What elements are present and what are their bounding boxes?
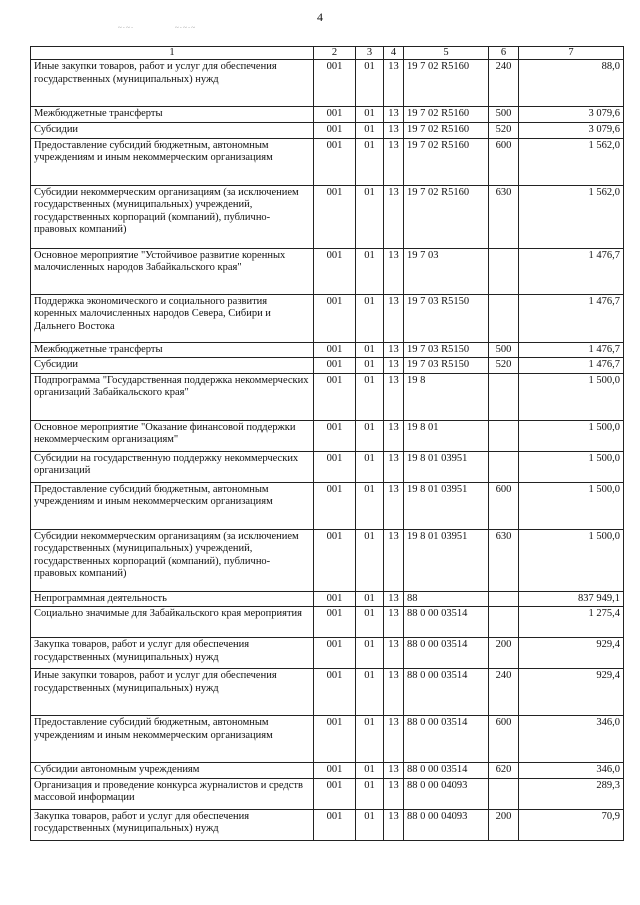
cell-target-article: 88 0 00 03514 <box>404 669 489 716</box>
table-row <box>31 451 624 482</box>
cell-section: 01 <box>356 778 384 809</box>
cell-subsection: 13 <box>384 669 404 716</box>
cell-name: Закупка товаров, работ и услуг для обеспечения государственных (муниципальных) нужд <box>31 638 314 669</box>
cell-target-article: 19 7 03 <box>404 248 489 294</box>
cell-admin-code: 001 <box>314 358 356 374</box>
table-row <box>31 138 624 185</box>
cell-expense-type: 630 <box>489 529 519 591</box>
cell-subsection: 13 <box>384 451 404 482</box>
column-header: 7 <box>519 47 624 60</box>
cell-target-article: 88 0 00 03514 <box>404 638 489 669</box>
cell-section: 01 <box>356 138 384 185</box>
cell-expense-type: 240 <box>489 60 519 107</box>
cell-expense-type: 240 <box>489 669 519 716</box>
cell-section: 01 <box>356 638 384 669</box>
cell-amount: 837 949,1 <box>519 591 624 607</box>
cell-amount: 70,9 <box>519 809 624 840</box>
cell-name: Социально значимые для Забайкальского края мероприятия <box>31 607 314 638</box>
cell-name: Субсидии <box>31 123 314 139</box>
cell-expense-type: 600 <box>489 138 519 185</box>
table-row <box>31 529 624 591</box>
cell-amount: 929,4 <box>519 638 624 669</box>
cell-admin-code: 001 <box>314 123 356 139</box>
cell-name: Организация и проведение конкурса журналистов и средств массовой информации <box>31 778 314 809</box>
cell-subsection: 13 <box>384 638 404 669</box>
cell-name: Предоставление субсидий бюджетным, автономным учреждениям и иным некоммерческим организациям <box>31 716 314 763</box>
cell-expense-type: 200 <box>489 809 519 840</box>
cell-subsection: 13 <box>384 778 404 809</box>
cell-expense-type: 500 <box>489 107 519 123</box>
cell-expense-type <box>489 248 519 294</box>
column-header: 2 <box>314 47 356 60</box>
cell-admin-code: 001 <box>314 607 356 638</box>
cell-name: Непрограммная деятельность <box>31 591 314 607</box>
cell-subsection: 13 <box>384 60 404 107</box>
cell-target-article: 88 0 00 04093 <box>404 778 489 809</box>
cell-name: Субсидии на государственную поддержку некоммерческих организаций <box>31 451 314 482</box>
cell-amount: 1 476,7 <box>519 358 624 374</box>
table-row <box>31 60 624 107</box>
cell-section: 01 <box>356 294 384 342</box>
table-row <box>31 248 624 294</box>
cell-name: Предоставление субсидий бюджетным, автономным учреждениям и иным некоммерческим организациям <box>31 138 314 185</box>
cell-expense-type: 620 <box>489 763 519 779</box>
cell-amount: 1 476,7 <box>519 248 624 294</box>
cell-target-article: 19 8 01 <box>404 420 489 451</box>
cell-expense-type: 200 <box>489 638 519 669</box>
table-row <box>31 607 624 638</box>
cell-target-article: 19 8 01 03951 <box>404 451 489 482</box>
cell-section: 01 <box>356 591 384 607</box>
cell-name: Межбюджетные трансферты <box>31 107 314 123</box>
cell-name: Основное мероприятие "Оказание финансовой поддержки некоммерческим организациям" <box>31 420 314 451</box>
cell-amount: 1 500,0 <box>519 451 624 482</box>
cell-admin-code: 001 <box>314 107 356 123</box>
cell-amount: 3 079,6 <box>519 107 624 123</box>
cell-expense-type: 600 <box>489 716 519 763</box>
cell-subsection: 13 <box>384 607 404 638</box>
cell-name: Закупка товаров, работ и услуг для обеспечения государственных (муниципальных) нужд <box>31 809 314 840</box>
cell-subsection: 13 <box>384 716 404 763</box>
cell-admin-code: 001 <box>314 529 356 591</box>
column-number-row <box>31 47 624 60</box>
column-header: 3 <box>356 47 384 60</box>
cell-subsection: 13 <box>384 809 404 840</box>
cell-subsection: 13 <box>384 763 404 779</box>
cell-admin-code: 001 <box>314 482 356 529</box>
cell-admin-code: 001 <box>314 185 356 248</box>
table-row <box>31 482 624 529</box>
column-header: 1 <box>31 47 314 60</box>
cell-admin-code: 001 <box>314 591 356 607</box>
cell-amount: 929,4 <box>519 669 624 716</box>
table-row <box>31 294 624 342</box>
cell-target-article: 19 8 <box>404 373 489 420</box>
cell-subsection: 13 <box>384 420 404 451</box>
cell-amount: 1 275,4 <box>519 607 624 638</box>
table-row <box>31 591 624 607</box>
cell-section: 01 <box>356 123 384 139</box>
cell-amount: 289,3 <box>519 778 624 809</box>
cell-target-article: 19 7 02 R5160 <box>404 107 489 123</box>
cell-section: 01 <box>356 763 384 779</box>
cell-expense-type: 630 <box>489 185 519 248</box>
cell-section: 01 <box>356 60 384 107</box>
table-row <box>31 342 624 358</box>
cell-section: 01 <box>356 529 384 591</box>
page-number: 4 <box>317 10 323 24</box>
cell-expense-type <box>489 420 519 451</box>
table-row <box>31 778 624 809</box>
cell-target-article: 88 0 00 03514 <box>404 763 489 779</box>
cell-amount: 1 500,0 <box>519 373 624 420</box>
cell-admin-code: 001 <box>314 342 356 358</box>
cell-admin-code: 001 <box>314 248 356 294</box>
cell-amount: 1 562,0 <box>519 185 624 248</box>
cell-subsection: 13 <box>384 123 404 139</box>
cell-section: 01 <box>356 248 384 294</box>
cell-admin-code: 001 <box>314 373 356 420</box>
cell-name: Основное мероприятие "Устойчивое развитие коренных малочисленных народов Забайкальского края" <box>31 248 314 294</box>
cell-amount: 346,0 <box>519 716 624 763</box>
cell-subsection: 13 <box>384 248 404 294</box>
table-row <box>31 763 624 779</box>
cell-name: Иные закупки товаров, работ и услуг для обеспечения государственных (муниципальных) нужд <box>31 669 314 716</box>
cell-expense-type <box>489 591 519 607</box>
cell-admin-code: 001 <box>314 809 356 840</box>
cell-amount: 1 562,0 <box>519 138 624 185</box>
scan-artifact: ~·~· <box>118 24 135 32</box>
cell-amount: 1 500,0 <box>519 420 624 451</box>
cell-admin-code: 001 <box>314 138 356 185</box>
cell-subsection: 13 <box>384 294 404 342</box>
cell-target-article: 19 8 01 03951 <box>404 529 489 591</box>
cell-section: 01 <box>356 716 384 763</box>
cell-section: 01 <box>356 107 384 123</box>
cell-expense-type: 600 <box>489 482 519 529</box>
cell-amount: 1 476,7 <box>519 294 624 342</box>
cell-name: Предоставление субсидий бюджетным, автономным учреждениям и иным некоммерческим организациям <box>31 482 314 529</box>
cell-amount: 88,0 <box>519 60 624 107</box>
cell-subsection: 13 <box>384 185 404 248</box>
table-row <box>31 185 624 248</box>
cell-target-article: 19 7 03 R5150 <box>404 294 489 342</box>
table-row <box>31 358 624 374</box>
cell-target-article: 19 7 02 R5160 <box>404 185 489 248</box>
cell-target-article: 88 0 00 04093 <box>404 809 489 840</box>
cell-section: 01 <box>356 342 384 358</box>
table-row <box>31 638 624 669</box>
cell-admin-code: 001 <box>314 638 356 669</box>
cell-name: Поддержка экономического и социального развития коренных малочисленных народов Севера, Сибири и Дальнего Востока <box>31 294 314 342</box>
cell-admin-code: 001 <box>314 294 356 342</box>
cell-section: 01 <box>356 358 384 374</box>
cell-subsection: 13 <box>384 358 404 374</box>
cell-target-article: 19 7 02 R5160 <box>404 138 489 185</box>
cell-target-article: 19 7 02 R5160 <box>404 123 489 139</box>
budget-table <box>30 46 624 841</box>
cell-expense-type <box>489 294 519 342</box>
cell-target-article: 88 <box>404 591 489 607</box>
cell-admin-code: 001 <box>314 778 356 809</box>
cell-name: Субсидии некоммерческим организациям (за исключением государственных (муниципальных) учреждений, государственных корпораций (компаний), публично-правовых компаний) <box>31 185 314 248</box>
cell-target-article: 88 0 00 03514 <box>404 607 489 638</box>
cell-name: Субсидии автономным учреждениям <box>31 763 314 779</box>
cell-section: 01 <box>356 420 384 451</box>
cell-admin-code: 001 <box>314 716 356 763</box>
cell-section: 01 <box>356 669 384 716</box>
table-row <box>31 716 624 763</box>
cell-amount: 1 500,0 <box>519 482 624 529</box>
cell-admin-code: 001 <box>314 420 356 451</box>
cell-admin-code: 001 <box>314 763 356 779</box>
cell-subsection: 13 <box>384 529 404 591</box>
cell-expense-type <box>489 778 519 809</box>
cell-amount: 346,0 <box>519 763 624 779</box>
cell-target-article: 19 8 01 03951 <box>404 482 489 529</box>
cell-amount: 3 079,6 <box>519 123 624 139</box>
column-header: 4 <box>384 47 404 60</box>
cell-admin-code: 001 <box>314 669 356 716</box>
table-row <box>31 123 624 139</box>
cell-name: Субсидии некоммерческим организациям (за исключением государственных (муниципальных) учреждений, государственных корпораций (компаний), публично-правовых компаний) <box>31 529 314 591</box>
cell-name: Субсидии <box>31 358 314 374</box>
table-row <box>31 373 624 420</box>
cell-name: Подпрограмма "Государственная поддержка некоммерческих организаций Забайкальского края" <box>31 373 314 420</box>
cell-section: 01 <box>356 373 384 420</box>
cell-section: 01 <box>356 809 384 840</box>
cell-admin-code: 001 <box>314 60 356 107</box>
cell-section: 01 <box>356 607 384 638</box>
cell-expense-type <box>489 451 519 482</box>
cell-expense-type: 500 <box>489 342 519 358</box>
cell-name: Межбюджетные трансферты <box>31 342 314 358</box>
cell-expense-type: 520 <box>489 358 519 374</box>
cell-amount: 1 500,0 <box>519 529 624 591</box>
column-header: 5 <box>404 47 489 60</box>
cell-subsection: 13 <box>384 591 404 607</box>
cell-expense-type <box>489 607 519 638</box>
cell-section: 01 <box>356 185 384 248</box>
cell-section: 01 <box>356 451 384 482</box>
cell-section: 01 <box>356 482 384 529</box>
cell-subsection: 13 <box>384 107 404 123</box>
cell-subsection: 13 <box>384 342 404 358</box>
cell-subsection: 13 <box>384 138 404 185</box>
table-row <box>31 420 624 451</box>
cell-target-article: 19 7 02 R5160 <box>404 60 489 107</box>
column-header: 6 <box>489 47 519 60</box>
table-row <box>31 669 624 716</box>
scan-artifact: ~·~·~ <box>175 24 197 32</box>
table-row <box>31 107 624 123</box>
cell-subsection: 13 <box>384 373 404 420</box>
cell-target-article: 19 7 03 R5150 <box>404 342 489 358</box>
cell-name: Иные закупки товаров, работ и услуг для обеспечения государственных (муниципальных) нужд <box>31 60 314 107</box>
table-row <box>31 809 624 840</box>
cell-admin-code: 001 <box>314 451 356 482</box>
cell-expense-type: 520 <box>489 123 519 139</box>
cell-amount: 1 476,7 <box>519 342 624 358</box>
cell-expense-type <box>489 373 519 420</box>
cell-target-article: 88 0 00 03514 <box>404 716 489 763</box>
cell-subsection: 13 <box>384 482 404 529</box>
cell-target-article: 19 7 03 R5150 <box>404 358 489 374</box>
